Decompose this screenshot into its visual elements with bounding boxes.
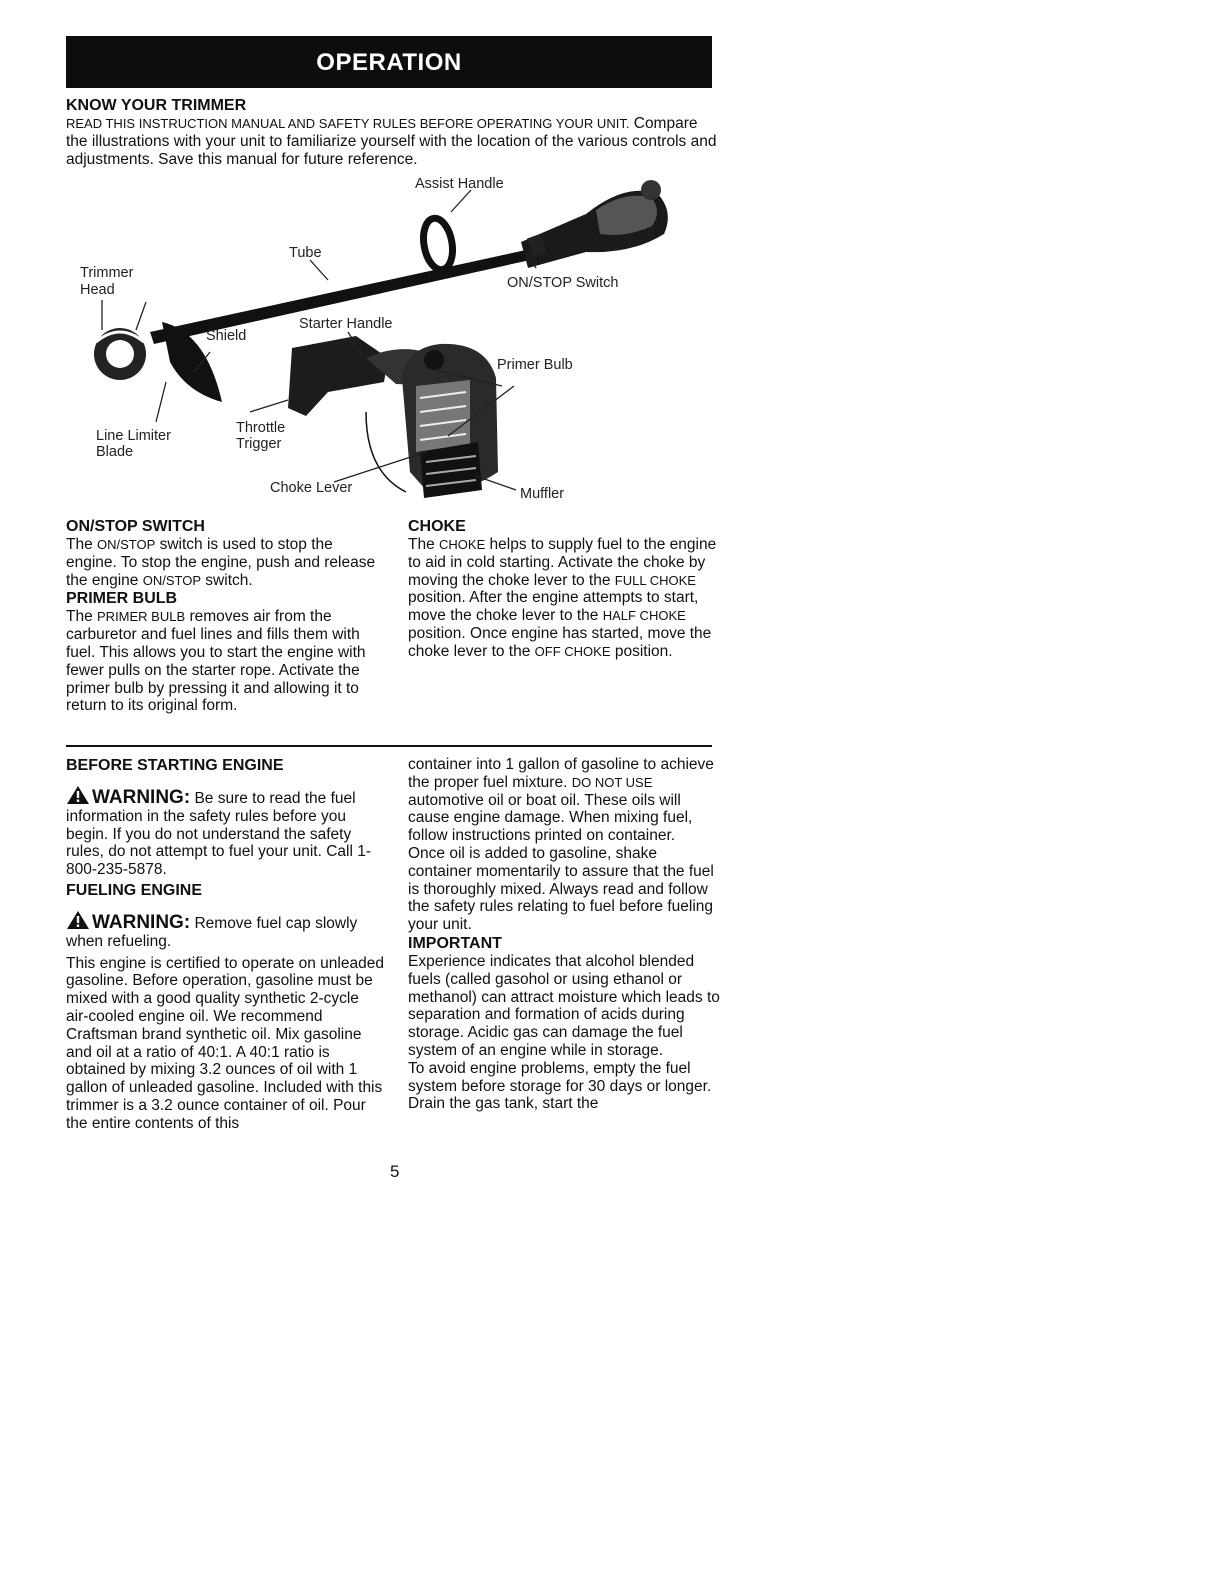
fueling-engine-text: This engine is certified to operate on unleaded gasoline. Before operation, gasoline must be mixed with a good quality synthetic 2-cycle air-cooled engine oil. We recommend Craftsman brand synthetic oil. Mix gasoline and oil at a ratio of 40:1. A 40:1 ratio is obtained by mixing 3.2 ounces of oil with 1 gallon of unleaded gasoline. Included with this trimmer is a 3.2 ounce container of oil. Pour the entire contents of this (66, 954, 384, 1132)
before-starting-engine-heading: BEFORE STARTING ENGINE (66, 757, 284, 774)
page-number: 5 (390, 1162, 400, 1181)
right-column-lower (408, 756, 724, 1113)
warning-triangle-icon (66, 785, 90, 805)
trimmer-illustration (66, 172, 716, 512)
choke-lever-label: Choke Lever (270, 480, 353, 496)
throttle-trigger-label-line2: Trigger (236, 436, 282, 452)
choke-text: The CHOKE helps to supply fuel to the engine to aid in cold starting. Activate the choke by moving the choke lever to the FULL CHOKE position. After the engine attempts to start, move the choke lever to the HALF CHOKE position. Once engine has started, move the choke lever to the OFF CHOKE position. (408, 536, 717, 660)
primer-bulb-shape (424, 350, 444, 370)
before-starting-warning: WARNING: Be sure to read the fuel information in the safety rules before you begin. If you do not understand the safety rules, do not attempt to fuel your unit. Call 1-800-235-5878. (66, 787, 371, 879)
trimmer-head-label-line2: Head (80, 282, 115, 298)
right-column-upper (408, 517, 722, 661)
fueling-engine-heading: FUELING ENGINE (66, 881, 203, 899)
warning-triangle-icon (66, 910, 90, 930)
choke-heading: CHOKE (408, 518, 466, 535)
important-heading: IMPORTANT (408, 934, 502, 952)
primer-bulb-label: Primer Bulb (497, 357, 573, 373)
trimmer-diagram (66, 172, 716, 512)
section-divider (66, 745, 712, 747)
primer-bulb-text: The PRIMER BULB removes air from the carburetor and fuel lines and fills them with fuel. This allows you to start the engine with fewer pulls on the starter rope. Activate the primer bulb by pressing it and allowing it to return to its original form. (66, 608, 366, 715)
left-column-upper (66, 517, 384, 715)
tube-label: Tube (289, 245, 322, 261)
muffler-label: Muffler (520, 486, 565, 502)
on-stop-switch-text: The ON/STOP switch is used to stop the engine. To stop the engine, push and release the engine ON/STOP switch. (66, 536, 376, 589)
starter-handle-label: Starter Handle (299, 316, 393, 332)
on-stop-switch-heading: ON/STOP SWITCH (66, 518, 205, 535)
assist-handle-label: Assist Handle (415, 176, 504, 192)
line-limiter-label-line2: Blade (96, 444, 134, 460)
engine-frame-shape (288, 336, 388, 416)
left-column-lower (66, 756, 384, 1133)
section-banner: OPERATION (66, 36, 712, 88)
assist-handle-shape (420, 216, 457, 272)
shield-label: Shield (206, 328, 247, 344)
mixing-text: Once oil is added to gasoline, shake container momentarily to assure that the fuel is thoroughly mixed. Always read and follow the safety rules relating to fuel before fueling your unit. (408, 844, 714, 934)
know-your-trimmer-heading: KNOW YOUR TRIMMER (66, 97, 247, 114)
fueling-warning: WARNING: Remove fuel cap slowly when refueling. (66, 911, 358, 950)
trimmer-head-label-line1: Trimmer (80, 265, 134, 281)
on-stop-switch-label: ON/STOP Switch (507, 275, 619, 291)
throttle-trigger-label-line1: Throttle (236, 420, 286, 436)
primer-bulb-heading: PRIMER BULB (66, 590, 178, 608)
intro-text: READ THIS INSTRUCTION MANUAL AND SAFETY RULES BEFORE OPERATING YOUR UNIT. Compare the illustrations with your unit to familiarize yourself with the location of the various controls and adjustments. Save this manual for future reference. (66, 115, 717, 168)
intro-section (66, 96, 722, 169)
fuel-mixture-text: container into 1 gallon of gasoline to achieve the proper fuel mixture. DO NOT USE automotive oil or boat oil. These oils will cause engine damage. When mixing fuel, follow instructions printed on container. (408, 756, 714, 845)
alcohol-fuels-text: Experience indicates that alcohol blended fuels (called gasohol or using ethanol or methanol) can attract moisture which leads to separation and formation of acids during storage. Acidic gas can damage the fuel system of an engine while in storage. (408, 952, 720, 1059)
line-limiter-label-line1: Line Limiter (96, 428, 171, 444)
storage-text: To avoid engine problems, empty the fuel system before storage for 30 days or longer. Drain the gas tank, start the (408, 1059, 712, 1113)
